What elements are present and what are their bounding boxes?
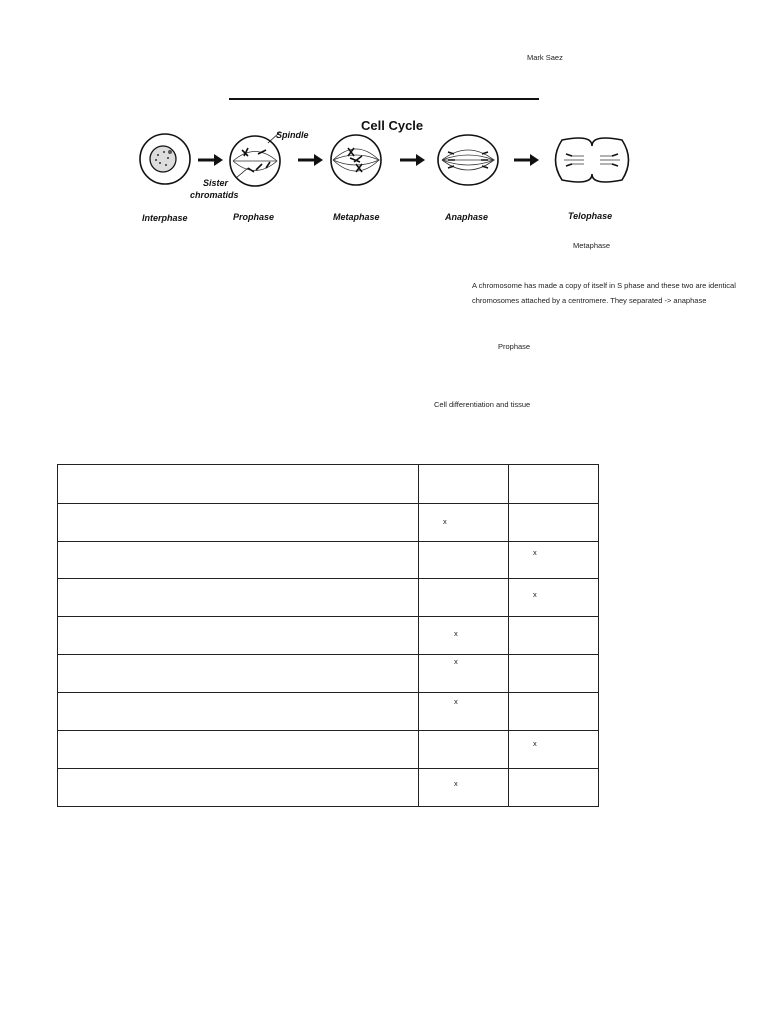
- table-cell: [419, 769, 509, 807]
- table-row: [58, 769, 599, 807]
- table-row: [58, 579, 599, 617]
- table-cell: [58, 617, 419, 655]
- table-cell: [58, 693, 419, 731]
- table-cell: [509, 617, 599, 655]
- table-row: [58, 542, 599, 579]
- arrow-icon: [400, 154, 425, 166]
- table-cell: [509, 693, 599, 731]
- table-cell: [419, 731, 509, 769]
- table-row: [58, 731, 599, 769]
- answer-cell-differentiation: Cell differentiation and tissue: [434, 400, 531, 409]
- table-cell: [509, 731, 599, 769]
- table-cell: [58, 504, 419, 542]
- table-cell: [58, 731, 419, 769]
- arrow-icon: [198, 154, 223, 166]
- label-sister: Sister: [203, 178, 229, 188]
- cell-cycle-diagram: [130, 112, 650, 232]
- check-mark: x: [454, 657, 458, 666]
- table-cell: [419, 542, 509, 579]
- table-cell: [419, 579, 509, 617]
- table-cell: [509, 769, 599, 807]
- table-cell: [58, 769, 419, 807]
- check-mark: x: [533, 590, 537, 599]
- anaphase-cell: [438, 135, 498, 185]
- check-mark: x: [533, 548, 537, 557]
- metaphase-cell: [331, 135, 381, 185]
- interphase-cell: [140, 134, 190, 184]
- answer-metaphase: Metaphase: [573, 241, 611, 250]
- answer-table: [57, 464, 599, 807]
- table-cell: [419, 504, 509, 542]
- label-interphase: Interphase: [142, 213, 188, 223]
- answer-chromosome-line1: A chromosome has made a copy of itself in S phase and these two are identical: [472, 281, 736, 290]
- prophase-cell: [230, 132, 280, 186]
- check-mark: x: [454, 779, 458, 788]
- check-mark: x: [454, 629, 458, 638]
- table-row: [58, 693, 599, 731]
- table-cell: [419, 655, 509, 693]
- author-name: Mark Saez: [527, 53, 563, 62]
- check-mark: x: [454, 697, 458, 706]
- table-cell: [419, 465, 509, 504]
- table-cell: [58, 579, 419, 617]
- table-cell: [58, 655, 419, 693]
- check-mark: x: [443, 517, 447, 526]
- table-cell: [419, 693, 509, 731]
- title-rule: [229, 98, 539, 100]
- telophase-cell: [556, 138, 629, 182]
- table-row: [58, 655, 599, 693]
- label-anaphase: Anaphase: [445, 212, 489, 222]
- table-row: [58, 504, 599, 542]
- table-row: [58, 465, 599, 504]
- table-cell: [509, 504, 599, 542]
- arrow-icon: [514, 154, 539, 166]
- table-cell: [58, 542, 419, 579]
- table-cell: [419, 617, 509, 655]
- table-cell: [509, 542, 599, 579]
- answer-prophase: Prophase: [498, 342, 531, 351]
- label-metaphase: Metaphase: [333, 212, 380, 222]
- arrow-icon: [298, 154, 323, 166]
- table-row: [58, 617, 599, 655]
- table-cell: [58, 465, 419, 504]
- table-cell: [509, 655, 599, 693]
- label-spindle: Spindle: [276, 130, 309, 140]
- diagram-title: Cell Cycle: [361, 118, 424, 133]
- answer-chromosome-line2: chromosomes attached by a centromere. They separated -> anaphase: [472, 296, 707, 305]
- label-prophase: Prophase: [233, 212, 275, 222]
- check-mark: x: [533, 739, 537, 748]
- label-chromatids: chromatids: [190, 190, 239, 200]
- table-cell: [509, 579, 599, 617]
- table-cell: [509, 465, 599, 504]
- label-telophase: Telophase: [568, 211, 613, 221]
